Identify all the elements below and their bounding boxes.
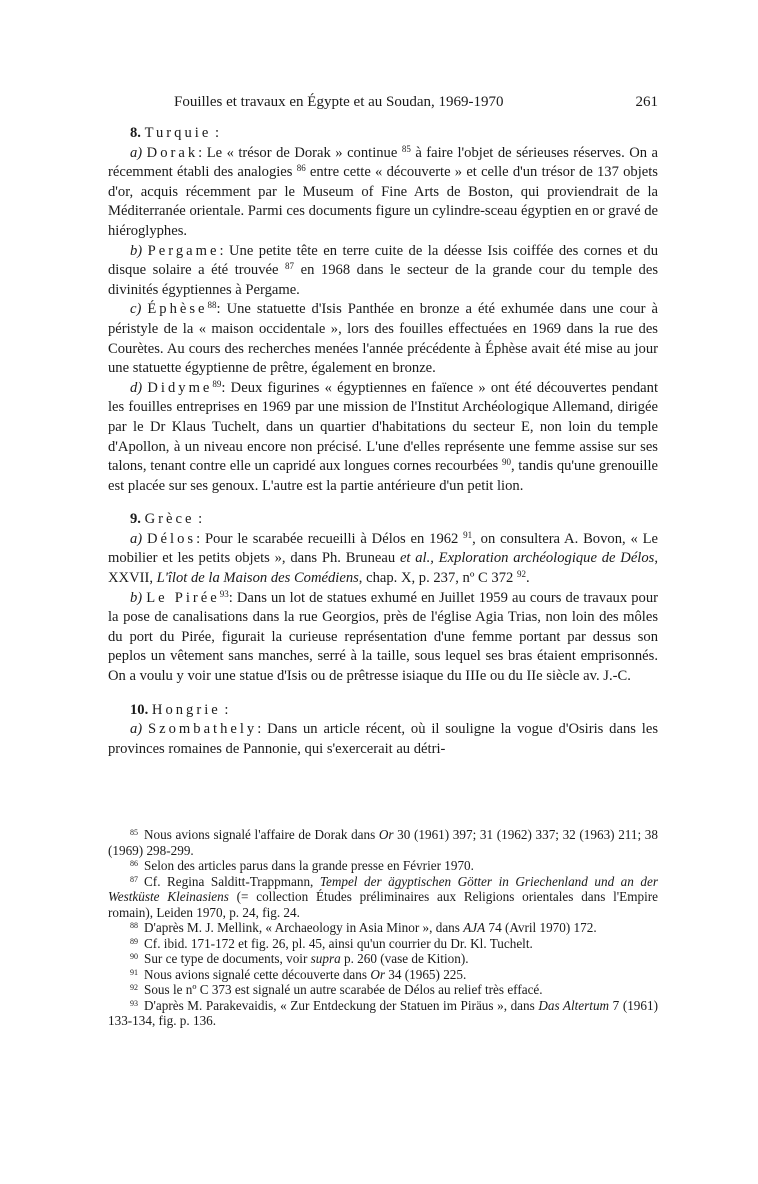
footnotes — [108, 827, 658, 1029]
item-label: a) — [130, 721, 143, 738]
footnote-number: 91 — [130, 967, 138, 977]
text-run: . — [525, 570, 530, 587]
section-heading: 8. Turquie : — [130, 125, 219, 141]
text-run: : Le « trésor de Dorak » continue — [198, 144, 402, 161]
footnote-number: 85 — [130, 828, 138, 837]
text-run: , on consultera A. Bovon, « Le mobilier et les petits objets », dans Ph. Bruneau — [108, 530, 658, 567]
footnote — [108, 827, 658, 858]
footnote — [108, 982, 658, 998]
text-run: : Deux figurines « égyptiennes en faïence » ont été découvertes pendant les fouilles entreprises en 1969 par une mission de l'Institut Archéologique Allemand, dirigée par le Dr Klaus Tuchelt, dans un quartier d'habitations du secteur E, non loin du temple d'Apollon, à un niveau encore non précisé. L'une d'elles représente une femme assise sur ses talons, tenant contre elle un capridé aux longues cornes recourbées — [108, 379, 658, 475]
text-run: Cf. ibid. 171-172 et fig. 26, pl. 45, ainsi qu'un courrier du Dr. Kl. Tuchelt. — [144, 935, 533, 951]
text-run: , tandis qu'une grenouille est placée sur ses genoux. L'autre est la partie antérieure d'un petit lion. — [108, 458, 658, 494]
section-country: Hongrie — [151, 701, 221, 718]
text-run: entre cette « découverte » et celle d'un trésor de 137 objets d'or, acquis récemment par le Museum of Fine Arts de Boston, qui proviendrait de la Méditerranée orientale. Parmi ces documents figure un cylindre-sceau égyptien en or gravé de hiéroglyphes. — [108, 164, 658, 239]
item-label: d) — [130, 379, 143, 396]
text-run: D'après M. Parakevaidis, « Zur Entdeckung der Statuen im Piräus », dans — [144, 997, 539, 1013]
footnote-ref: 87 — [285, 261, 295, 272]
footnote-number: 89 — [130, 936, 138, 946]
footnote — [108, 967, 658, 983]
section-number: 8. — [130, 125, 141, 141]
section-heading: 10. Hongrie : — [130, 701, 229, 718]
text-run: Selon des articles parus dans la grande presse en Février 1970. — [144, 858, 474, 873]
footnote-ref: 88 — [207, 300, 217, 311]
running-head — [108, 94, 658, 116]
item-label: b) — [130, 242, 143, 259]
italic-text: Or — [378, 827, 394, 842]
text-run: Nous avions signalé cette découverte dans — [144, 966, 371, 982]
footnote-ref: 89 — [212, 378, 222, 389]
text-run: , XXVII, — [108, 550, 658, 587]
footnote-number: 92 — [130, 983, 138, 992]
text-run: D'après M. J. Mellink, « Archaeology in Asia Minor », dans — [144, 920, 464, 935]
footnote-ref: 93 — [219, 588, 229, 599]
section-country: Grèce — [144, 511, 195, 528]
text-run: à faire l'objet de sérieuses réserves. On a récemment établi des analogies — [108, 144, 659, 181]
footnote-number: 87 — [130, 874, 138, 884]
article-body — [108, 124, 658, 759]
italic-text: Das Altertum — [538, 997, 610, 1013]
footnote-number: 90 — [130, 952, 138, 961]
footnote — [108, 936, 658, 952]
place-name: Éphèse — [147, 301, 208, 318]
paragraph — [108, 589, 658, 687]
footnote-number: 88 — [130, 921, 138, 930]
footnote-ref: 92 — [516, 569, 526, 580]
place-name: Didyme — [147, 379, 213, 396]
footnote — [108, 920, 658, 936]
section — [108, 510, 658, 686]
place-name: Dorak — [146, 144, 199, 161]
text-run: Sous le nº C 373 est signalé un autre scarabée de Délos au relief très effacé. — [144, 982, 543, 997]
footnote — [108, 858, 658, 874]
section-number: 10. — [130, 701, 149, 718]
paragraph — [108, 530, 658, 589]
italic-text: L'îlot de la Maison des Comédiens — [156, 570, 359, 587]
footnote — [108, 874, 658, 921]
place-name: Pergame — [147, 242, 220, 259]
text-run: 30 (1961) 397; 31 (1962) 337; 32 (1963) 211; 38 (1969) 298-299. — [108, 827, 658, 858]
footnote-number: 86 — [130, 859, 138, 868]
section — [108, 701, 658, 760]
footnote-number: 93 — [130, 998, 138, 1008]
page-number: 261 — [635, 94, 658, 110]
text-run: Cf. Regina Salditt-Trappmann, — [144, 873, 320, 889]
place-name: Délos — [147, 530, 197, 547]
footnote — [108, 951, 658, 967]
footnote-ref: 85 — [401, 143, 411, 154]
section-heading: 9. Grèce : — [130, 511, 203, 528]
section-number: 9. — [130, 511, 141, 528]
paragraph — [108, 300, 658, 378]
footnote-ref: 86 — [296, 163, 306, 174]
footnote-ref: 91 — [463, 529, 473, 540]
text-run: Nous avions signalé l'affaire de Dorak dans — [144, 827, 379, 842]
text-run: : Dans un lot de statues exhumé en Juillet 1959 au cours de travaux pour la pose de canalisations dans la rue Georgios, près de l'église Agia Trias, non loin des môles du port du Pirée, figurait la curieuse représentation d'une femme portant par dessus son peplos un vêtement sans manches, serré à la taille, sous lequel ses bras étaient emprisonnés. On a voulu y voir une statue d'Isis ou de prêtresse isiaque du IIIe ou du IIe siècle av. J.-C. — [108, 589, 658, 685]
italic-text: supra — [310, 951, 341, 966]
text-run: en 1968 dans le secteur de la grande cour du temple des divinités égyptiennes à Pergame. — [108, 262, 658, 298]
footnote — [108, 998, 658, 1029]
text-run: : Pour le scarabée recueilli à Délos en 1962 — [196, 530, 464, 547]
page — [108, 94, 658, 759]
italic-text: et al., Exploration archéologique de Délos — [399, 550, 655, 567]
item-label: a) — [130, 144, 143, 161]
running-title: Fouilles et travaux en Égypte et au Soudan, 1969-1970 — [174, 94, 504, 110]
text-run: : Une statuette d'Isis Panthée en bronze a été exhumée dans une cour à péristyle de la « maison occidentale », lors des fouilles effectuées en 1969 dans la rue des Courètes. Au cours des recherches menées l'année précédente à Éphèse avait été mise au jour une statuette égyptienne de prêtre, également en bronze. — [108, 301, 658, 377]
italic-text: Or — [370, 966, 385, 982]
paragraph — [108, 379, 658, 497]
text-run: 74 (Avril 1970) 172. — [485, 920, 597, 935]
text-run: 34 (1965) 225. — [384, 966, 467, 982]
paragraph — [108, 242, 658, 301]
text-run: (= collection Études préliminaires aux Religions orientales dans l'Empire romain), Leiden 1970, p. 24, fig. 24. — [108, 889, 658, 920]
place-name: Le Pirée — [146, 589, 220, 606]
paragraph — [108, 720, 658, 759]
section-country: Turquie — [144, 125, 212, 141]
text-run: , chap. X, p. 237, nº C 372 — [358, 570, 517, 587]
item-label: c) — [130, 301, 142, 318]
italic-text: AJA — [463, 920, 486, 935]
text-run: : Une petite tête en terre cuite de la déesse Isis coiffée des cornes et du disque solaire a été trouvée — [108, 242, 658, 279]
text-run: : Dans un article récent, où il souligne la vogue d'Osiris dans les provinces romaines de Pannonie, qui s'exercerait au détri- — [108, 721, 658, 757]
italic-text: Tempel der ägyptischen Götter in Griechenland und an der Westküste Kleinasiens — [108, 873, 658, 904]
section — [108, 124, 658, 496]
text-run: p. 260 (vase de Kition). — [340, 951, 469, 966]
footnote-ref: 90 — [501, 457, 511, 468]
item-label: b) — [130, 589, 143, 606]
text-run: Sur ce type de documents, voir — [144, 951, 311, 966]
item-label: a) — [130, 530, 143, 547]
text-run: 7 (1961) 133-134, fig. p. 136. — [108, 997, 658, 1028]
paragraph — [108, 144, 658, 242]
place-name: Szombathely — [148, 721, 258, 738]
